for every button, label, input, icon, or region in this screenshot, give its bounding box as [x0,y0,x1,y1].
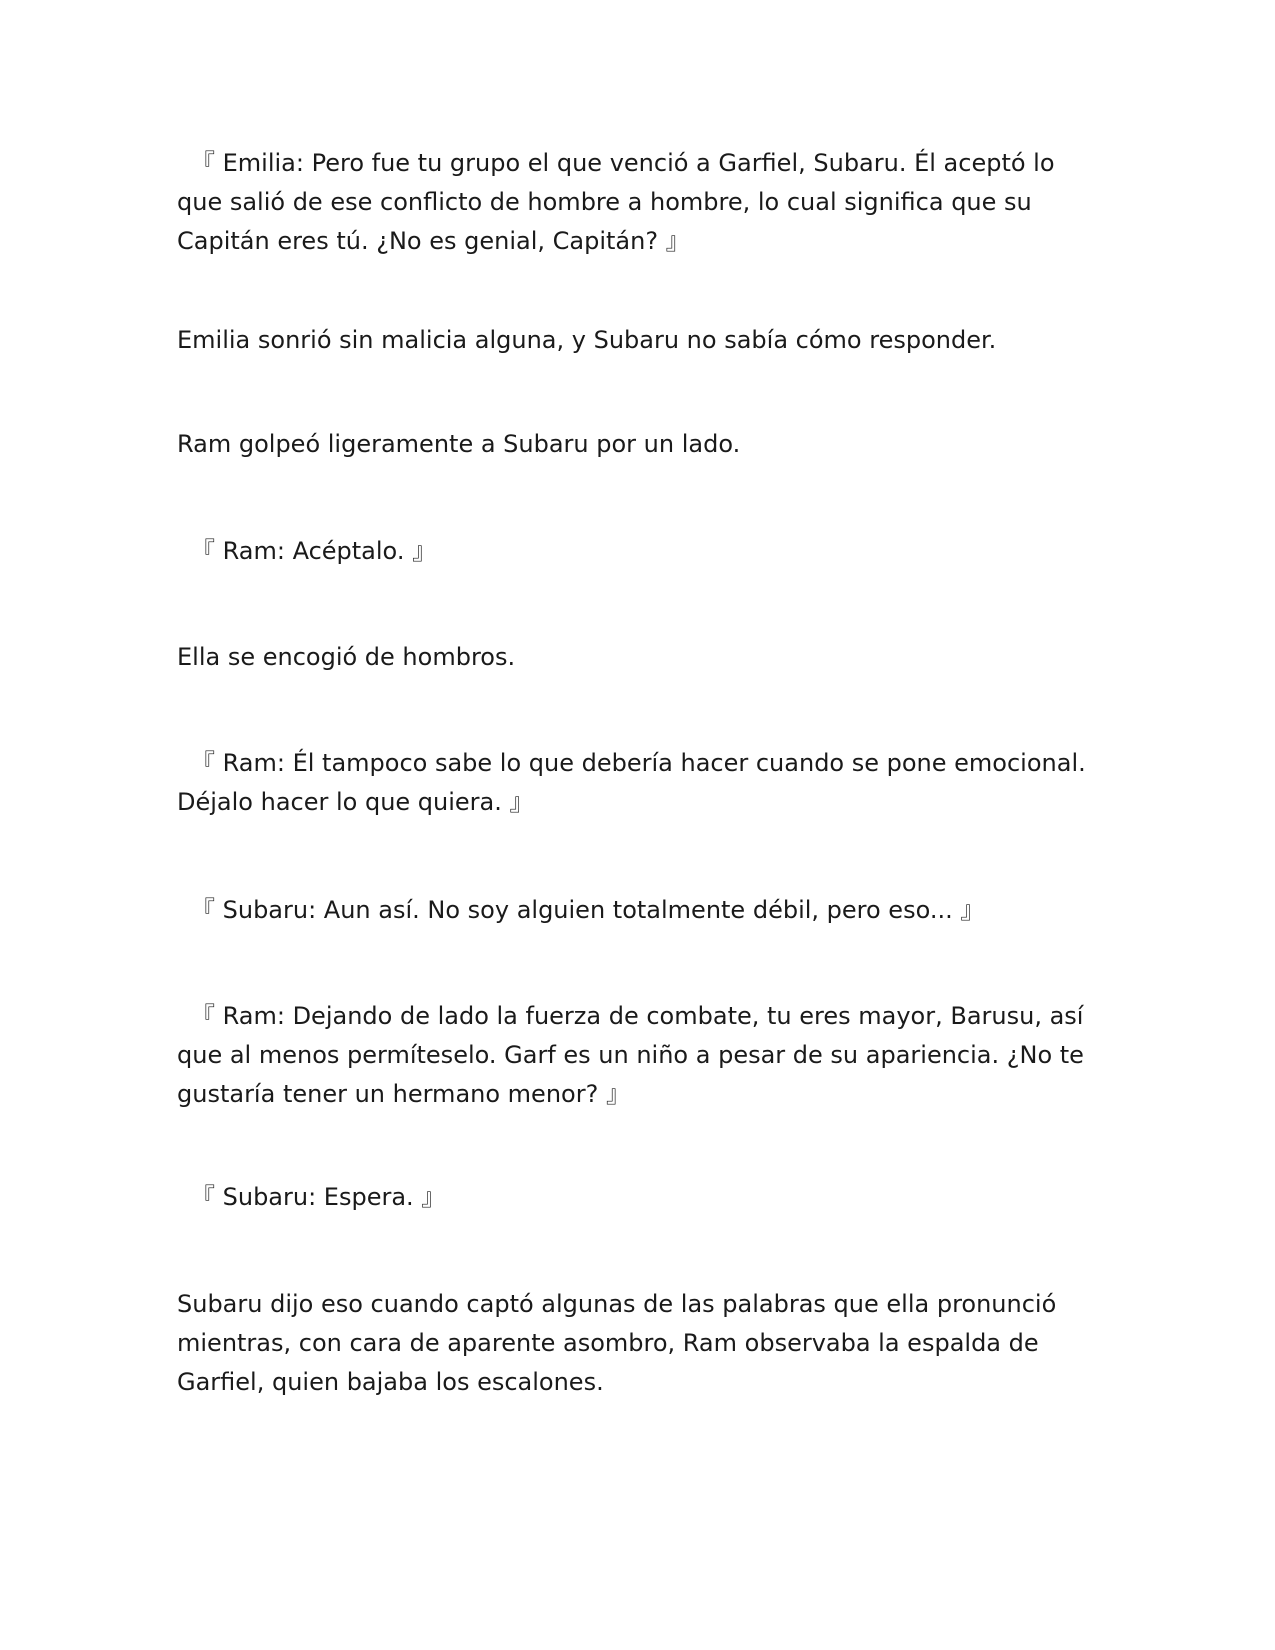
narration-paragraph: Ella se encogió de hombros. [177,643,516,671]
narration-paragraph: Ram golpeó ligeramente a Subaru por un lado. [177,430,741,458]
dialogue-paragraph-ram: 『 Ram: Él tampoco sabe lo que debería hacer cuando se pone emocional. Déjalo hacer lo que quiera. 』 [177,749,1094,816]
narration-paragraph: Subaru dijo eso cuando captó algunas de las palabras que ella pronunció mientras, con cara de aparente asombro, Ram observaba la espalda de Garfiel, quien bajaba los escalones. [177,1290,1064,1396]
dialogue-paragraph-subaru: 『 Subaru: Espera. 』 [191,1183,446,1211]
dialogue-paragraph-ram: 『 Ram: Acéptalo. 』 [191,537,437,565]
dialogue-paragraph-emilia: 『 Emilia: Pero fue tu grupo el que venció a Garfiel, Subaru. Él aceptó lo que salió de ese conflicto de hombre a hombre, lo cual significa que su Capitán eres tú. ¿No es genial, Capitán? 』 [177,149,1063,255]
dialogue-paragraph-ram: 『 Ram: Dejando de lado la fuerza de combate, tu eres mayor, Barusu, así que al menos permíteselo. Garf es un niño a pesar de su apariencia. ¿No te gustaría tener un hermano menor? 』 [177,1002,1092,1108]
dialogue-paragraph-subaru: 『 Subaru: Aun así. No soy alguien totalmente débil, pero eso... 』 [191,896,985,924]
narration-paragraph: Emilia sonrió sin malicia alguna, y Subaru no sabía cómo responder. [177,326,997,354]
